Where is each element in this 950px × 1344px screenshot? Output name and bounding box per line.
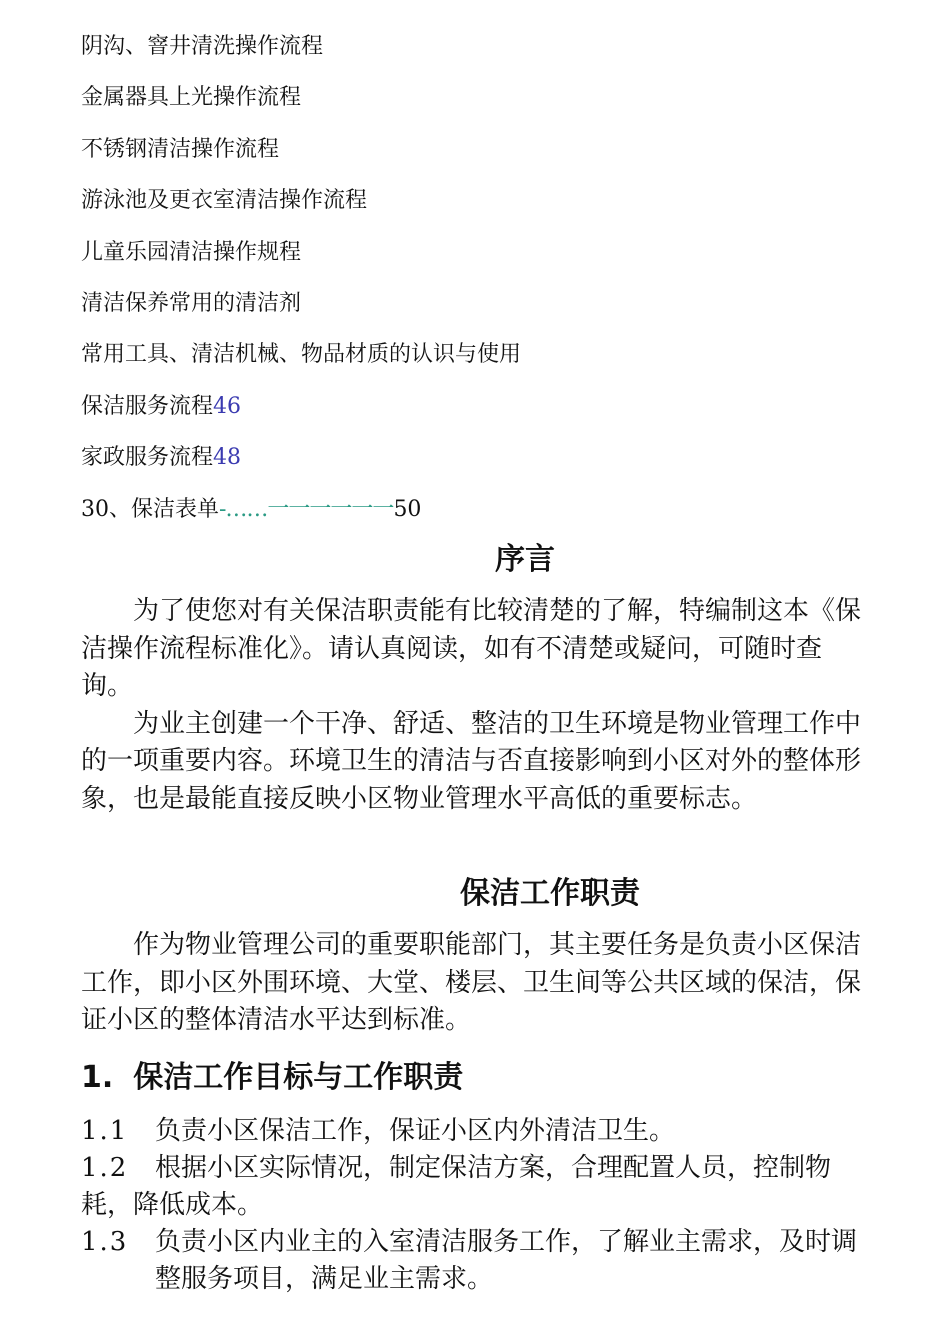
- duty-list: [81, 1113, 871, 1298]
- duties-body: [81, 927, 871, 1040]
- duties-title: 保洁工作职责: [460, 876, 640, 911]
- toc-entry[interactable]: 保洁服务流程46: [81, 393, 242, 419]
- paragraph: 为业主创建一个干净、舒适、整洁的卫生环境是物业管理工作中的一项重要内容。环境卫生的清洁与否直接影响到小区对外的整体形象，也是最能直接反映小区物业管理水平高低的重要标志。: [81, 708, 862, 814]
- item-number: 1.3: [81, 1227, 129, 1257]
- item-text: 负责小区内业主的入室清洁服务工作，了解业主需求，及时调整服务项目，满足业主需求。: [155, 1227, 858, 1294]
- toc-page-number: 50: [393, 496, 422, 522]
- table-of-contents: [81, 30, 901, 544]
- section-title: 保洁工作目标与工作职责: [133, 1060, 464, 1095]
- toc-page-number: 46: [213, 393, 242, 419]
- preface-title: 序言: [495, 542, 555, 577]
- toc-entry[interactable]: 清洁保养常用的清洁剂: [81, 290, 302, 316]
- toc-entry[interactable]: 常用工具、清洁机械、物品材质的认识与使用: [81, 342, 522, 368]
- paragraph: 作为物业管理公司的重要职能部门，其主要任务是负责小区保洁工作，即小区外围环境、大堂、楼层、卫生间等公共区域的保洁，保证小区的整体清洁水平达到标准。: [81, 930, 862, 1035]
- list-item: [81, 1113, 871, 1150]
- toc-entry[interactable]: 金属器具上光操作流程: [81, 85, 302, 111]
- item-text: 负责小区保洁工作，保证小区内外清洁卫生。: [155, 1116, 676, 1146]
- item-number: 1.2: [81, 1153, 129, 1183]
- item-number: 1.1: [81, 1116, 129, 1146]
- paragraph: 为了使您对有关保洁职责能有比较清楚的了解，特编制这本《保洁操作流程标准化》。请认真阅读，如有不清楚或疑问，可随时查询。: [81, 596, 862, 701]
- toc-entry[interactable]: 30、保洁表单-……一一一一一一50: [81, 496, 422, 522]
- item-text: 根据小区实际情况，制定保洁方案，合理配置人员，控制物耗，降低成本。: [81, 1153, 832, 1220]
- preface-body: [81, 593, 871, 818]
- toc-entry[interactable]: 不锈钢清洁操作流程: [81, 136, 280, 162]
- section-heading: [81, 1052, 463, 1096]
- toc-entry[interactable]: 儿童乐园清洁操作规程: [81, 239, 302, 265]
- section-number: 1.: [81, 1060, 114, 1095]
- list-item: [81, 1150, 871, 1224]
- toc-leader: -……一一一一一一: [219, 496, 394, 522]
- toc-page-number: 48: [213, 445, 242, 471]
- toc-entry[interactable]: 游泳池及更衣室清洁操作流程: [81, 188, 368, 214]
- toc-entry[interactable]: 家政服务流程48: [81, 445, 242, 471]
- toc-entry[interactable]: 阴沟、窨井清洗操作流程: [81, 34, 324, 59]
- list-item: [81, 1224, 871, 1298]
